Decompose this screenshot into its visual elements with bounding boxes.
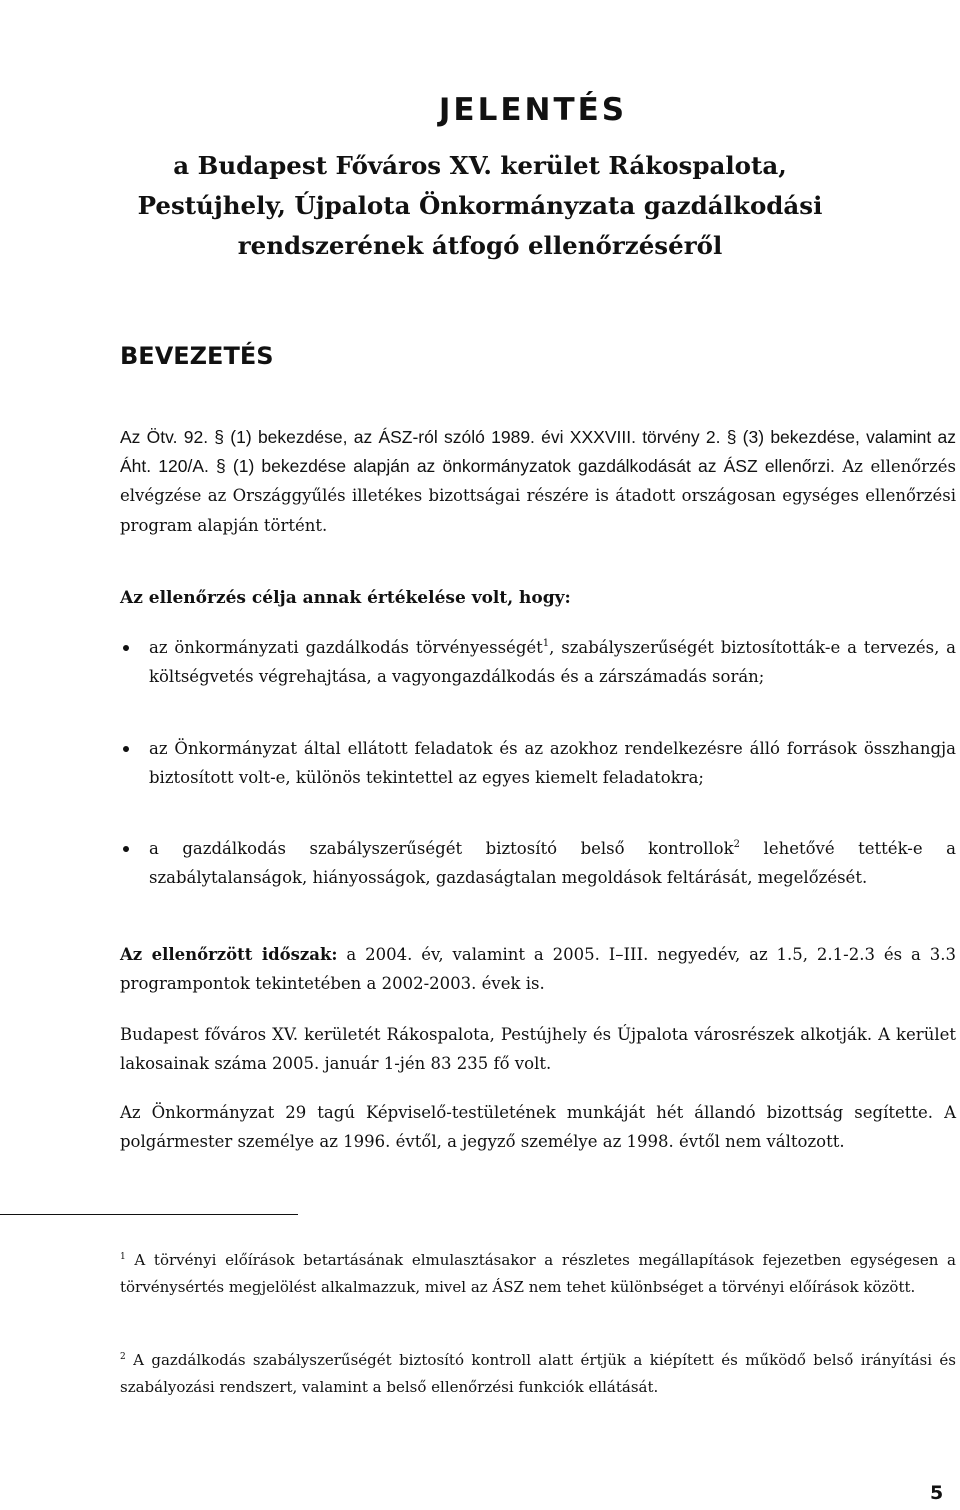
list-item: az önkormányzati gazdálkodás törvényességét$^1$, szabályszerűségét biztosították-e a tervezés, a költségvetés végrehajtása, a vagyongazdálkodás és a zárszámadás során;	[120, 633, 956, 691]
list-item: az Önkormányzat által ellátott feladatok és az azokhoz rendelkezésre álló források összhangja biztosított volt-e, különös tekintettel az egyes kiemelt feladatokra;	[120, 734, 956, 792]
period-label: Az ellenőrzött időszak:	[120, 945, 338, 964]
footnote-divider	[0, 1214, 298, 1215]
footnote-1	[120, 1247, 956, 1300]
list-item: a gazdálkodás szabályszerűségét biztosító belső kontrollok$^2$ lehetővé tették-e a szabálytalanságok, hiányosságok, gazdaságtalan megoldások feltárását, megelőzését.	[120, 834, 956, 892]
period-text: a 2004. év, valamint a 2005. I–III. negyedév, az 1.5, 2.1-2.3 és a 3.3 programpontok tekintetében a 2002-2003. évek is.	[120, 945, 956, 994]
page-number: 5	[930, 1482, 944, 1504]
report-title: JELENTÉS	[438, 92, 628, 128]
bullet-dot-icon	[123, 746, 129, 752]
district-paragraph: Budapest főváros XV. kerületét Rákospalota, Pestújhely és Újpalota városrészek alkotják. A kerület lakosainak száma 2005. január 1-jén 83 235 fő volt.	[120, 1025, 956, 1074]
subtitle-line: Pestújhely, Újpalota Önkormányzata gazdálkodási	[137, 191, 823, 220]
period-paragraph	[120, 940, 956, 998]
footnote-ref[interactable]: 1	[542, 638, 550, 649]
bullet-dot-icon	[123, 846, 129, 852]
footnote-number: 2	[120, 1352, 126, 1362]
intro-rest-text: Az ellenőrzés elvégzése az Országgyűlés illetékes bizottságai részére is átadott országosan egységes ellenőrzési program alapján történt.	[120, 457, 956, 535]
intro-legal-text: Az Ötv. 92. § (1) bekezdése, az ÁSZ-ról szóló 1989. évi XXXVIII. törvény 2. § (3) bekezdése, valamint az Áht. 120/A. § (1) bekezdése alapján az önkormányzatok gazdálkodását az ÁSZ ellenőrzi.	[120, 427, 956, 477]
intro-paragraph	[120, 423, 956, 540]
council-paragraph: Az Önkormányzat 29 tagú Képviselő-testületének munkáját hét állandó bizottság segítette. A polgármester személye az 1996. évtől, a jegyző személye az 1998. évtől nem változott.	[120, 1103, 956, 1152]
subtitle-line: rendszerének átfogó ellenőrzéséről	[237, 231, 723, 260]
footnote-text: A törvényi előírások betartásának elmulasztásakor a részletes megállapítások fejezetben egységesen a törvénysértés megjelölést alkalmazzuk, mivel az ÁSZ nem tehet különbséget a törvényi előírások között.	[120, 1251, 956, 1296]
footnote-2	[120, 1347, 956, 1400]
footnote-ref[interactable]: 2	[733, 839, 740, 850]
footnote-number: 1	[120, 1252, 126, 1262]
report-subtitle	[100, 146, 860, 266]
footnote-text: A gazdálkodás szabályszerűségét biztosító kontroll alatt értjük a kiépített és működő belső irányítási és szabályozási rendszert, valamint a belső ellenőrzési funkciók ellátását.	[120, 1351, 956, 1396]
bullet-dot-icon	[123, 645, 129, 651]
section-heading: BEVEZETÉS	[120, 342, 274, 370]
subtitle-line: a Budapest Főváros XV. kerület Rákospalota,	[173, 151, 787, 180]
goal-heading: Az ellenőrzés célja annak értékelése volt, hogy:	[120, 588, 571, 608]
